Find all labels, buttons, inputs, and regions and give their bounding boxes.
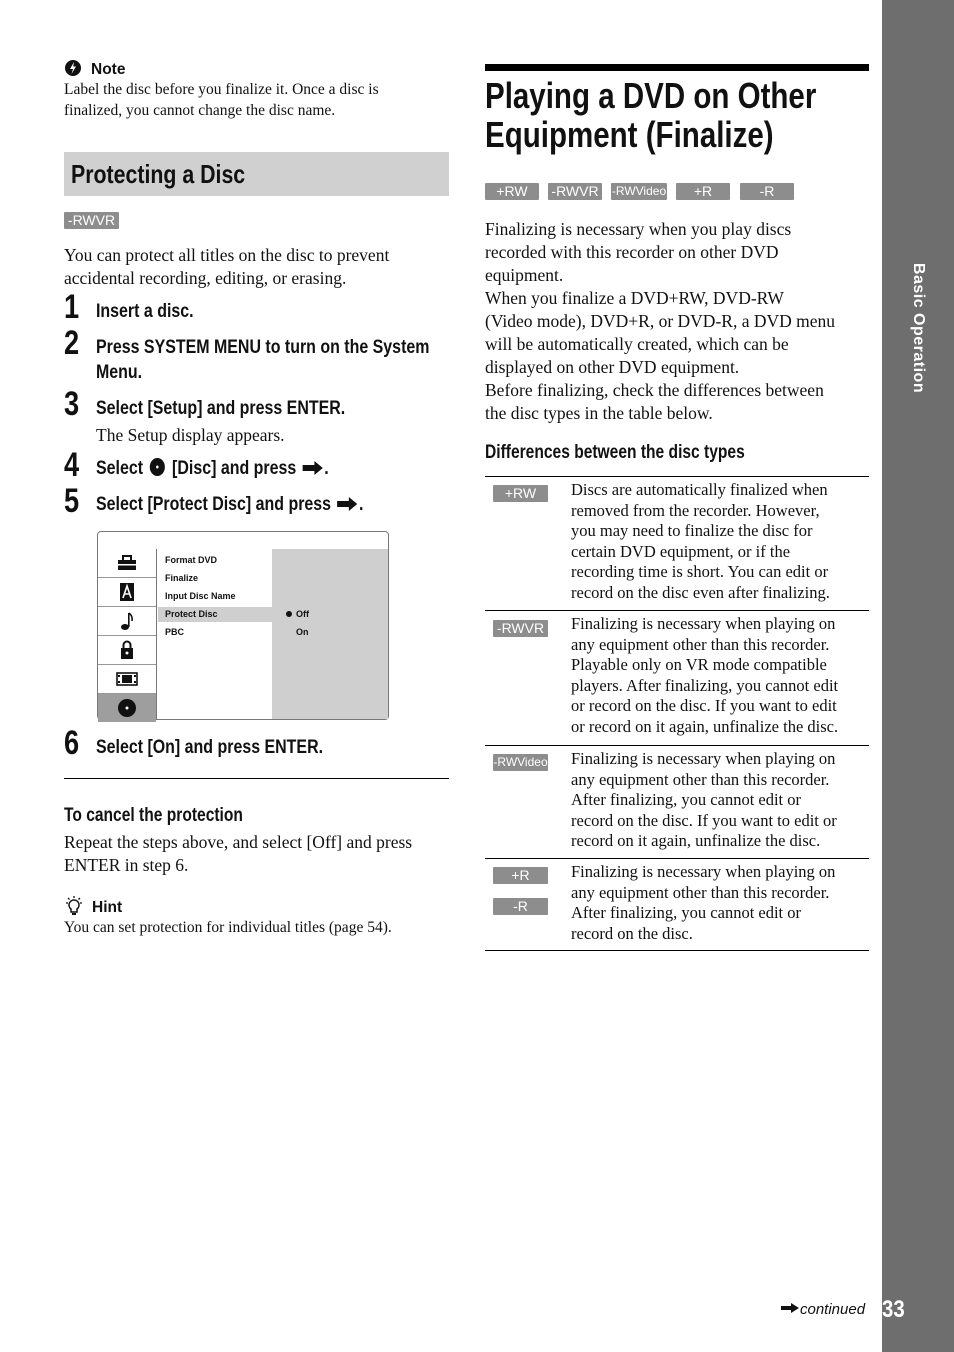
table-cell [571,480,830,604]
cell-line: players. After finalizing, you cannot edit [571,675,839,695]
menu-option: Input Disc Name [165,591,236,601]
step-number: 3 [64,385,80,423]
arrow-right-icon [301,460,325,476]
side-tab-label: Basic Operation [910,262,927,394]
radio-dot-icon [286,611,292,617]
table-cell [571,614,838,738]
note-text [64,79,379,121]
setup-menu-illustration [97,531,389,720]
note-header [64,59,125,79]
para-line: Finalizing is necessary when you play discs [485,219,792,239]
menu-value-selected [286,607,309,622]
disc-icon [98,694,156,722]
lightbulb-icon [64,896,84,916]
page-number: 33 [882,1296,905,1323]
table-rule [485,610,869,611]
table-rule [485,476,869,477]
note-icon [64,59,82,77]
film-icon [98,665,156,694]
cell-line: any equipment other than this recorder. [571,769,830,789]
note-line: Label the disc before you finalize it. Once a disc is [64,81,379,98]
hint-label: Hint [92,899,123,916]
step-text: Select [On] and press ENTER. [96,737,324,758]
cell-line: record on the disc. If you want to edit or [571,810,837,830]
cancel-line: Repeat the steps above, and select [Off] and press [64,832,413,852]
step-number: 5 [64,482,80,520]
hint-text: You can set protection for individual titles (page 54). [64,919,392,936]
cell-line: record on it again, unfinalize the disc. [571,831,821,851]
finalize-intro [485,218,869,425]
step-text [96,492,363,517]
section-heading-bar [64,152,449,196]
cell-line: removed from the recorder. However, [571,500,820,520]
side-tab [882,0,954,1352]
intro-line: You can protect all titles on the disc to prevent [64,245,390,265]
cell-line: Finalizing is necessary when playing on [571,749,836,768]
step-text-part: Select [96,458,144,479]
step-text: Insert a disc. [96,301,194,322]
para-line: When you finalize a DVD+RW, DVD-RW [485,288,784,308]
menu-value: On [296,627,309,637]
step-text-part: Select [Protect Disc] and press [96,494,332,515]
toolbox-icon [98,549,156,578]
cell-line: record on the disc. [571,923,693,943]
cell-line: or record on the disc. If you want to edit [571,696,837,716]
cell-line: recording time is short. You can edit or [571,562,829,582]
table-heading: Differences between the disc types [485,442,745,463]
para-line: the disc types in the table below. [485,403,713,423]
disc-badge: +R [676,183,730,200]
table-rule [485,745,869,746]
section-heading: Protecting a Disc [71,159,246,189]
para-line: will be automatically created, which can be [485,334,789,354]
cell-line: Finalizing is necessary when playing on [571,862,836,881]
step-number: 6 [64,724,80,762]
step-number: 2 [64,324,80,362]
menu-option-selected: Protect Disc [158,607,272,622]
menu-values [272,549,388,719]
cell-line: any equipment other than this recorder. [571,882,830,902]
para-line: Before finalizing, check the differences between [485,380,824,400]
cell-line: Finalizing is necessary when playing on [571,614,836,633]
title-a-icon [98,578,156,607]
disc-badge: -RWVideo [493,755,548,769]
step-text: Press SYSTEM MENU to turn on the System [96,337,430,358]
menu-value-label: Off [296,609,309,619]
disc-icon [149,457,166,477]
disc-badge: -RWVR [64,212,119,229]
table-cell [571,749,837,852]
step-text-part: . [324,458,329,479]
table-cell [571,862,835,944]
lock-icon [98,636,156,665]
disc-badge: -RWVideo [611,184,667,198]
note-label: Note [91,61,126,78]
cell-line: you may need to finalize the disc for [571,521,813,541]
disc-badge: -RWVR [548,183,602,200]
para-line: (Video mode), DVD+R, or DVD-R, a DVD menu [485,311,836,331]
menu-option: Finalize [165,573,199,583]
step-subtext: The Setup display appears. [96,425,285,445]
continued-label: continued [800,1301,866,1318]
cell-line: or record on it again, unfinalize the disc. [571,716,839,736]
arrow-right-icon [780,1302,800,1314]
intro-line: accidental recording, editing, or erasing. [64,268,347,288]
disc-badge: +RW [493,485,548,502]
table-rule [485,858,869,859]
cell-line: record on the disc even after finalizing. [571,582,830,602]
cell-line: After finalizing, you cannot edit or [571,790,802,810]
page-title-line: Equipment (Finalize) [485,114,774,155]
hint-header [64,896,122,917]
cell-line: After finalizing, you cannot edit or [571,903,802,923]
cell-line: Playable only on VR mode compatible [571,655,827,675]
para-line: recorded with this recorder on other DVD [485,242,779,262]
step-text: Select [Setup] and press ENTER. [96,398,346,419]
disc-badge: -R [493,898,548,915]
para-line: equipment. [485,265,564,285]
disc-badge: +R [493,867,548,884]
disc-badge: +RW [485,183,539,200]
page-title [485,76,816,154]
continued-marker [780,1301,865,1318]
cancel-text [64,831,412,877]
menu-option: PBC [165,627,185,637]
step-text: Menu. [96,362,143,383]
title-rule [485,64,869,71]
step-number: 4 [64,446,80,484]
disc-badge: -R [740,183,794,200]
menu-options [158,549,272,719]
step-text-part: . [359,494,364,515]
subheading: To cancel the protection [64,805,243,826]
step-text-part: [Disc] and press [172,458,297,479]
cancel-line: ENTER in step 6. [64,855,189,875]
step-number: 1 [64,288,80,326]
menu-option: Format DVD [165,555,218,565]
music-note-icon [98,607,156,636]
divider [64,778,449,779]
protect-intro [64,244,389,290]
page-title-line: Playing a DVD on Other [485,75,817,116]
cell-line: Discs are automatically finalized when [571,480,828,499]
step-text [96,456,329,481]
cell-line: certain DVD equipment, or if the [571,541,791,561]
arrow-right-icon [335,496,359,512]
disc-badge: -RWVR [493,620,548,637]
cell-line: any equipment other than this recorder. [571,634,830,654]
table-rule [485,950,869,951]
para-line: displayed on other DVD equipment. [485,357,740,377]
menu-icon-column [98,549,157,719]
note-line: finalized, you cannot change the disc name. [64,102,336,119]
